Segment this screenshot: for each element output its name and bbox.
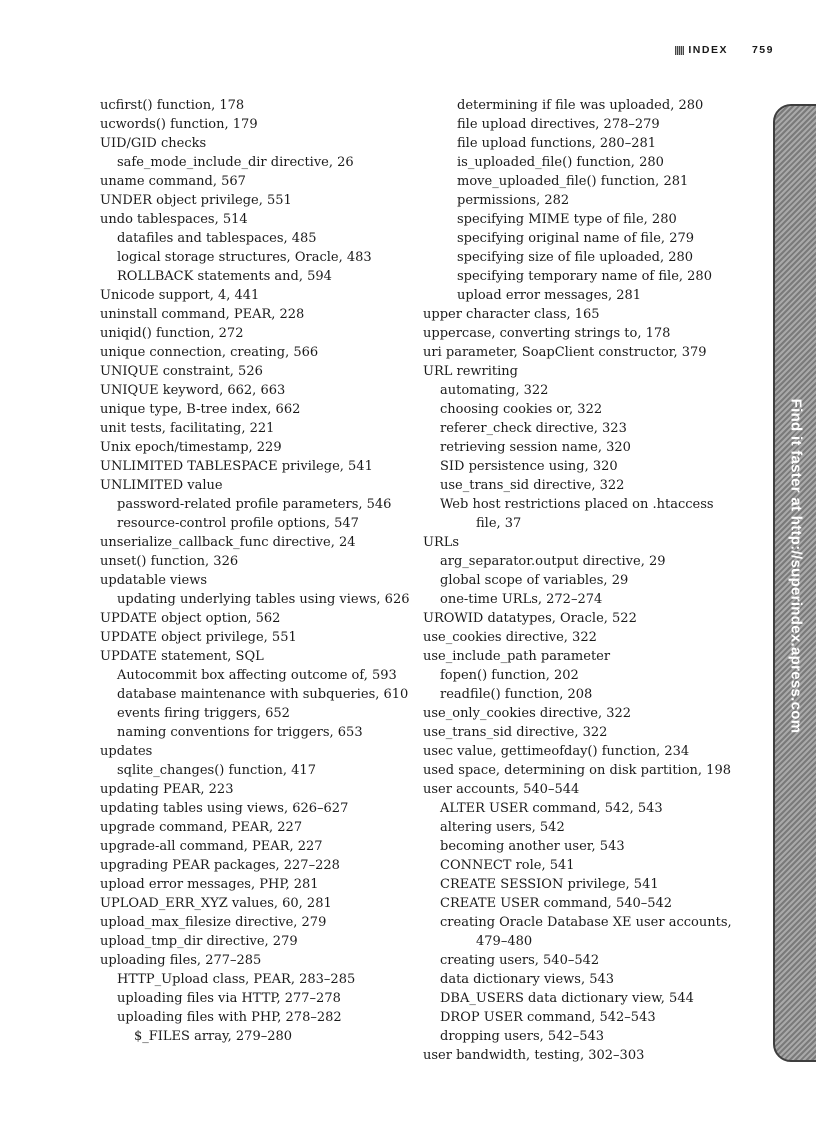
index-entry: upgrading PEAR packages, 227–228: [100, 858, 340, 873]
index-entry: Unix epoch/timestamp, 229: [100, 440, 282, 455]
header-bar-icon: [675, 46, 684, 55]
index-entry: user accounts, 540–544: [423, 782, 580, 797]
index-entry: unset() function, 326: [100, 554, 239, 569]
index-entry: ucwords() function, 179: [100, 117, 258, 132]
index-subentry: global scope of variables, 29: [440, 573, 629, 588]
index-subentry: dropping users, 542–543: [440, 1029, 605, 1044]
index-entry: UNIQUE constraint, 526: [100, 364, 263, 379]
index-entry: upload_max_filesize directive, 279: [100, 915, 327, 930]
index-subentry: automating, 322: [440, 383, 549, 398]
index-entry: used space, determining on disk partition, 198: [423, 763, 731, 778]
index-subentry: CREATE USER command, 540–542: [440, 896, 673, 911]
index-subentry: specifying size of file uploaded, 280: [457, 250, 694, 265]
index-entry: UNDER object privilege, 551: [100, 193, 292, 208]
page-number: 759: [751, 44, 774, 56]
index-subentry: file upload functions, 280–281: [457, 136, 657, 151]
index-entry: UPLOAD_ERR_XYZ values, 60, 281: [100, 896, 332, 911]
index-subentry: CREATE SESSION privilege, 541: [440, 877, 659, 892]
index-entry: unit tests, facilitating, 221: [100, 421, 275, 436]
index-entry: UNLIMITED value: [100, 478, 223, 493]
index-subentry: HTTP_Upload class, PEAR, 283–285: [117, 972, 356, 987]
index-entry: unique type, B-tree index, 662: [100, 402, 301, 417]
index-subentry: naming conventions for triggers, 653: [117, 725, 363, 740]
index-subentry: database maintenance with subqueries, 610: [117, 687, 409, 702]
index-entry: uninstall command, PEAR, 228: [100, 307, 305, 322]
index-subentry: file upload directives, 278–279: [457, 117, 660, 132]
index-subentry: DROP USER command, 542–543: [440, 1010, 656, 1025]
index-entry: UPDATE statement, SQL: [100, 649, 264, 664]
index-entry: updating tables using views, 626–627: [100, 801, 349, 816]
index-entry: UPDATE object privilege, 551: [100, 630, 297, 645]
index-entry: use_trans_sid directive, 322: [423, 725, 608, 740]
index-subentry: resource-control profile options, 547: [117, 516, 359, 531]
index-subentry: creating Oracle Database XE user accounts,: [440, 915, 732, 930]
index-entry: uname command, 567: [100, 174, 246, 189]
index-subentry: safe_mode_include_dir directive, 26: [117, 155, 354, 170]
index-entry-continuation: file, 37: [476, 516, 522, 531]
index-subentry: sqlite_changes() function, 417: [117, 763, 316, 778]
index-subentry: determining if file was uploaded, 280: [457, 98, 704, 113]
index-subentry: retrieving session name, 320: [440, 440, 631, 455]
index-subentry: updating underlying tables using views, 626: [117, 592, 410, 607]
index-subentry: CONNECT role, 541: [440, 858, 575, 873]
index-entry: updatable views: [100, 573, 208, 588]
index-entry: updating PEAR, 223: [100, 782, 234, 797]
index-entry: URLs: [423, 535, 460, 550]
running-header: [675, 44, 774, 56]
index-subentry: creating users, 540–542: [440, 953, 600, 968]
index-subentry: move_uploaded_file() function, 281: [457, 174, 689, 189]
index-entry: undo tablespaces, 514: [100, 212, 248, 227]
index-entry-continuation: 479–480: [476, 934, 533, 949]
index-subentry: ROLLBACK statements and, 594: [117, 269, 332, 284]
index-subentry: logical storage structures, Oracle, 483: [117, 250, 372, 265]
index-subentry: uploading files via HTTP, 277–278: [117, 991, 341, 1006]
index-subentry: arg_separator.output directive, 29: [440, 554, 666, 569]
index-entry: upload error messages, PHP, 281: [100, 877, 319, 892]
index-entry: upper character class, 165: [423, 307, 600, 322]
index-subentry: Autocommit box affecting outcome of, 593: [117, 668, 397, 683]
index-subentry: SID persistence using, 320: [440, 459, 618, 474]
index-subentry: $_FILES array, 279–280: [134, 1029, 293, 1044]
index-column-left: [100, 96, 410, 1046]
index-entry: upgrade-all command, PEAR, 227: [100, 839, 323, 854]
index-subentry: datafiles and tablespaces, 485: [117, 231, 317, 246]
index-entry: unserialize_callback_func directive, 24: [100, 535, 356, 550]
index-entry: ucfirst() function, 178: [100, 98, 245, 113]
index-entry: URL rewriting: [423, 364, 518, 379]
index-subentry: uploading files with PHP, 278–282: [117, 1010, 342, 1025]
index-entry: upload_tmp_dir directive, 279: [100, 934, 298, 949]
index-entry: UPDATE object option, 562: [100, 611, 281, 626]
index-entry: updates: [100, 744, 153, 759]
index-subentry: upload error messages, 281: [457, 288, 642, 303]
index-entry: uri parameter, SoapClient constructor, 379: [423, 345, 707, 360]
index-subentry: password-related profile parameters, 546: [117, 497, 392, 512]
side-tab-text: Find it faster at http://superindex.apress.com: [787, 398, 805, 734]
index-entry: use_include_path parameter: [423, 649, 611, 664]
index-entry: uniqid() function, 272: [100, 326, 244, 341]
index-subentry: data dictionary views, 543: [440, 972, 615, 987]
index-subentry: ALTER USER command, 542, 543: [440, 801, 663, 816]
index-entry: UNLIMITED TABLESPACE privilege, 541: [100, 459, 373, 474]
index-subentry: choosing cookies or, 322: [440, 402, 603, 417]
index-subentry: is_uploaded_file() function, 280: [457, 155, 664, 170]
index-subentry: specifying temporary name of file, 280: [457, 269, 712, 284]
index-subentry: permissions, 282: [457, 193, 570, 208]
index-subentry: specifying MIME type of file, 280: [457, 212, 677, 227]
index-entry: usec value, gettimeofday() function, 234: [423, 744, 690, 759]
index-subentry: referer_check directive, 323: [440, 421, 627, 436]
index-subentry: use_trans_sid directive, 322: [440, 478, 625, 493]
index-subentry: DBA_USERS data dictionary view, 544: [440, 991, 694, 1006]
index-entry: UNIQUE keyword, 662, 663: [100, 383, 286, 398]
index-entry: Unicode support, 4, 441: [100, 288, 260, 303]
index-subentry: one-time URLs, 272–274: [440, 592, 603, 607]
index-subentry: readfile() function, 208: [440, 687, 593, 702]
index-entry: upgrade command, PEAR, 227: [100, 820, 303, 835]
index-subentry: becoming another user, 543: [440, 839, 625, 854]
index-entry: UROWID datatypes, Oracle, 522: [423, 611, 637, 626]
section-label: INDEX: [688, 44, 728, 56]
index-column-right: [423, 96, 732, 1065]
index-subentry: Web host restrictions placed on .htaccess: [440, 497, 714, 512]
index-entry: UID/GID checks: [100, 136, 207, 151]
index-subentry: specifying original name of file, 279: [457, 231, 695, 246]
index-entry: user bandwidth, testing, 302–303: [423, 1048, 645, 1063]
index-subentry: altering users, 542: [440, 820, 565, 835]
index-entry: unique connection, creating, 566: [100, 345, 319, 360]
index-subentry: events firing triggers, 652: [117, 706, 290, 721]
index-subentry: fopen() function, 202: [440, 668, 579, 683]
index-entry: uploading files, 277–285: [100, 953, 262, 968]
index-entry: use_cookies directive, 322: [423, 630, 597, 645]
index-entry: uppercase, converting strings to, 178: [423, 326, 671, 341]
index-entry: use_only_cookies directive, 322: [423, 706, 632, 721]
